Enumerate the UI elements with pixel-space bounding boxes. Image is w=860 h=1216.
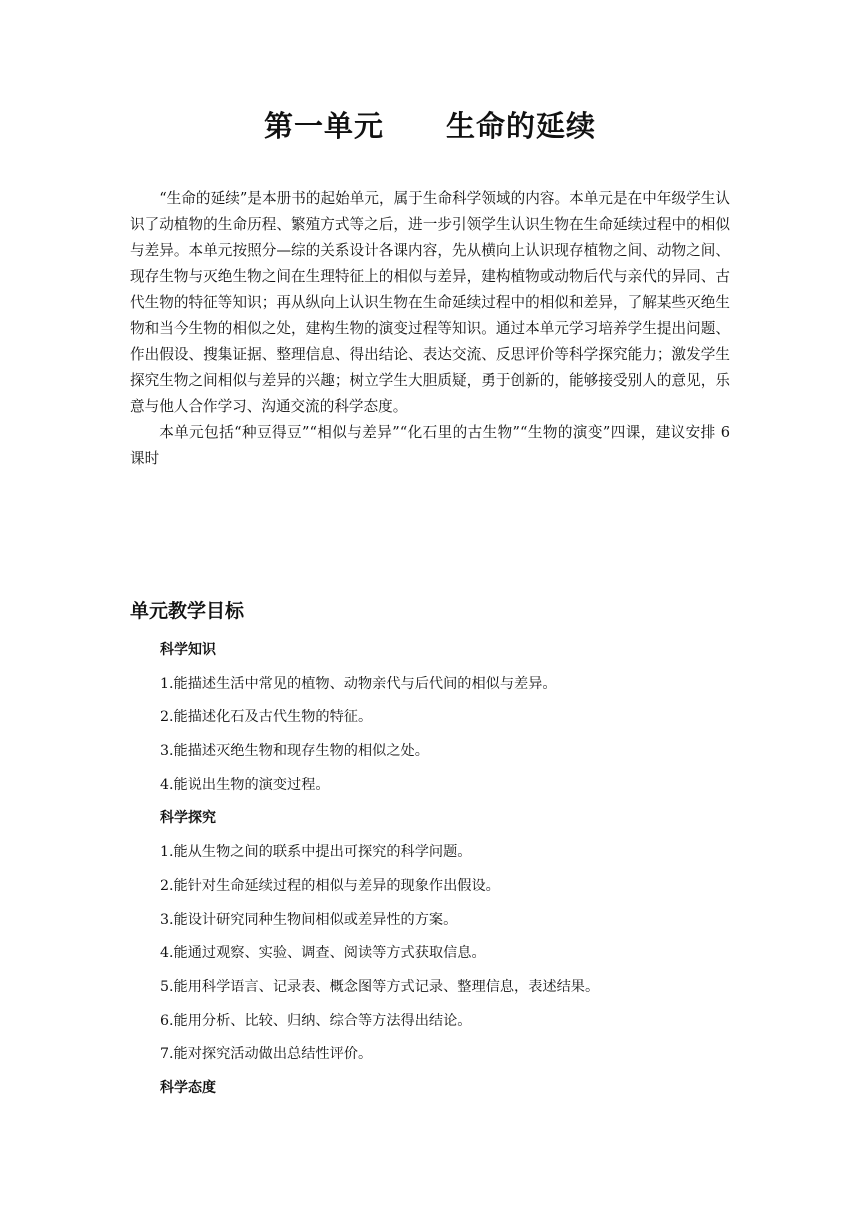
list-item: 5.能用科学语言、记录表、概念图等方式记录、整理信息，表述结果。 — [160, 978, 600, 995]
list-item: 3.能设计研究同种生物间相似或差异性的方案。 — [160, 911, 458, 928]
list-item: 4.能通过观察、实验、调查、阅读等方式获取信息。 — [160, 945, 486, 962]
group-label-attitude: 科学态度 — [160, 1079, 216, 1096]
intro-paragraph: “生命的延续”是本册书的起始单元，属于生命科学领域的内容。本单元是在中年级学生认识了动植物的生命历程、繁殖方式等之后，进一步引领学生认识生物在生命延续过程中的相似与差异。本单元按照分—综的关系设计各课内容，先从横向上认识现存植物之间、动物之间、现存生物与灭绝生物之间在生理特征上的相似与差异，建构植物或动物后代与亲代的异同、古代生物的特征等知识；再从纵向上认识生物在生命延续过程中的相似和差异，了解某些灭绝生物和当今生物的相似之处，建构生物的演变过程等知识。通过本单元学习培养学生提出问题、作出假设、搜集证据、整理信息、得出结论、表达交流、反思评价等科学探究能力；激发学生探究生物之间相似与差异的兴趣；树立学生大胆质疑，勇于创新的，能够接受别人的意见，乐意与他人合作学习、沟通交流的科学态度。 — [130, 190, 730, 415]
unit-number: 第一单元 — [263, 109, 384, 143]
list-item: 4.能说出生物的演变过程。 — [160, 776, 330, 793]
objectives-list — [160, 640, 740, 1112]
list-item: 7.能对探究活动做出总结性评价。 — [160, 1046, 373, 1063]
intro-paragraph: 本单元包括“种豆得豆”“相似与差异”“化石里的古生物”“生物的演变”四课，建议安排 6 课时 — [130, 424, 730, 467]
group-label-knowledge: 科学知识 — [160, 642, 216, 658]
unit-title — [0, 106, 860, 146]
list-item: 2.能描述化石及古代生物的特征。 — [160, 709, 373, 726]
list-item: 1.能描述生活中常见的植物、动物亲代与后代间的相似与差异。 — [160, 675, 557, 692]
unit-introduction — [130, 186, 730, 472]
list-item: 2.能针对生命延续过程的相似与差异的现象作出假设。 — [160, 877, 500, 894]
list-item: 3.能描述灭绝生物和现存生物的相似之处。 — [160, 743, 429, 760]
list-item: 1.能从生物之间的联系中提出可探究的科学问题。 — [160, 844, 472, 861]
list-item: 6.能用分析、比较、归纳、综合等方法得出结论。 — [160, 1012, 472, 1029]
section-heading-objectives: 单元教学目标 — [130, 600, 245, 622]
unit-name: 生命的延续 — [446, 109, 597, 143]
group-label-inquiry: 科学探究 — [160, 810, 216, 827]
